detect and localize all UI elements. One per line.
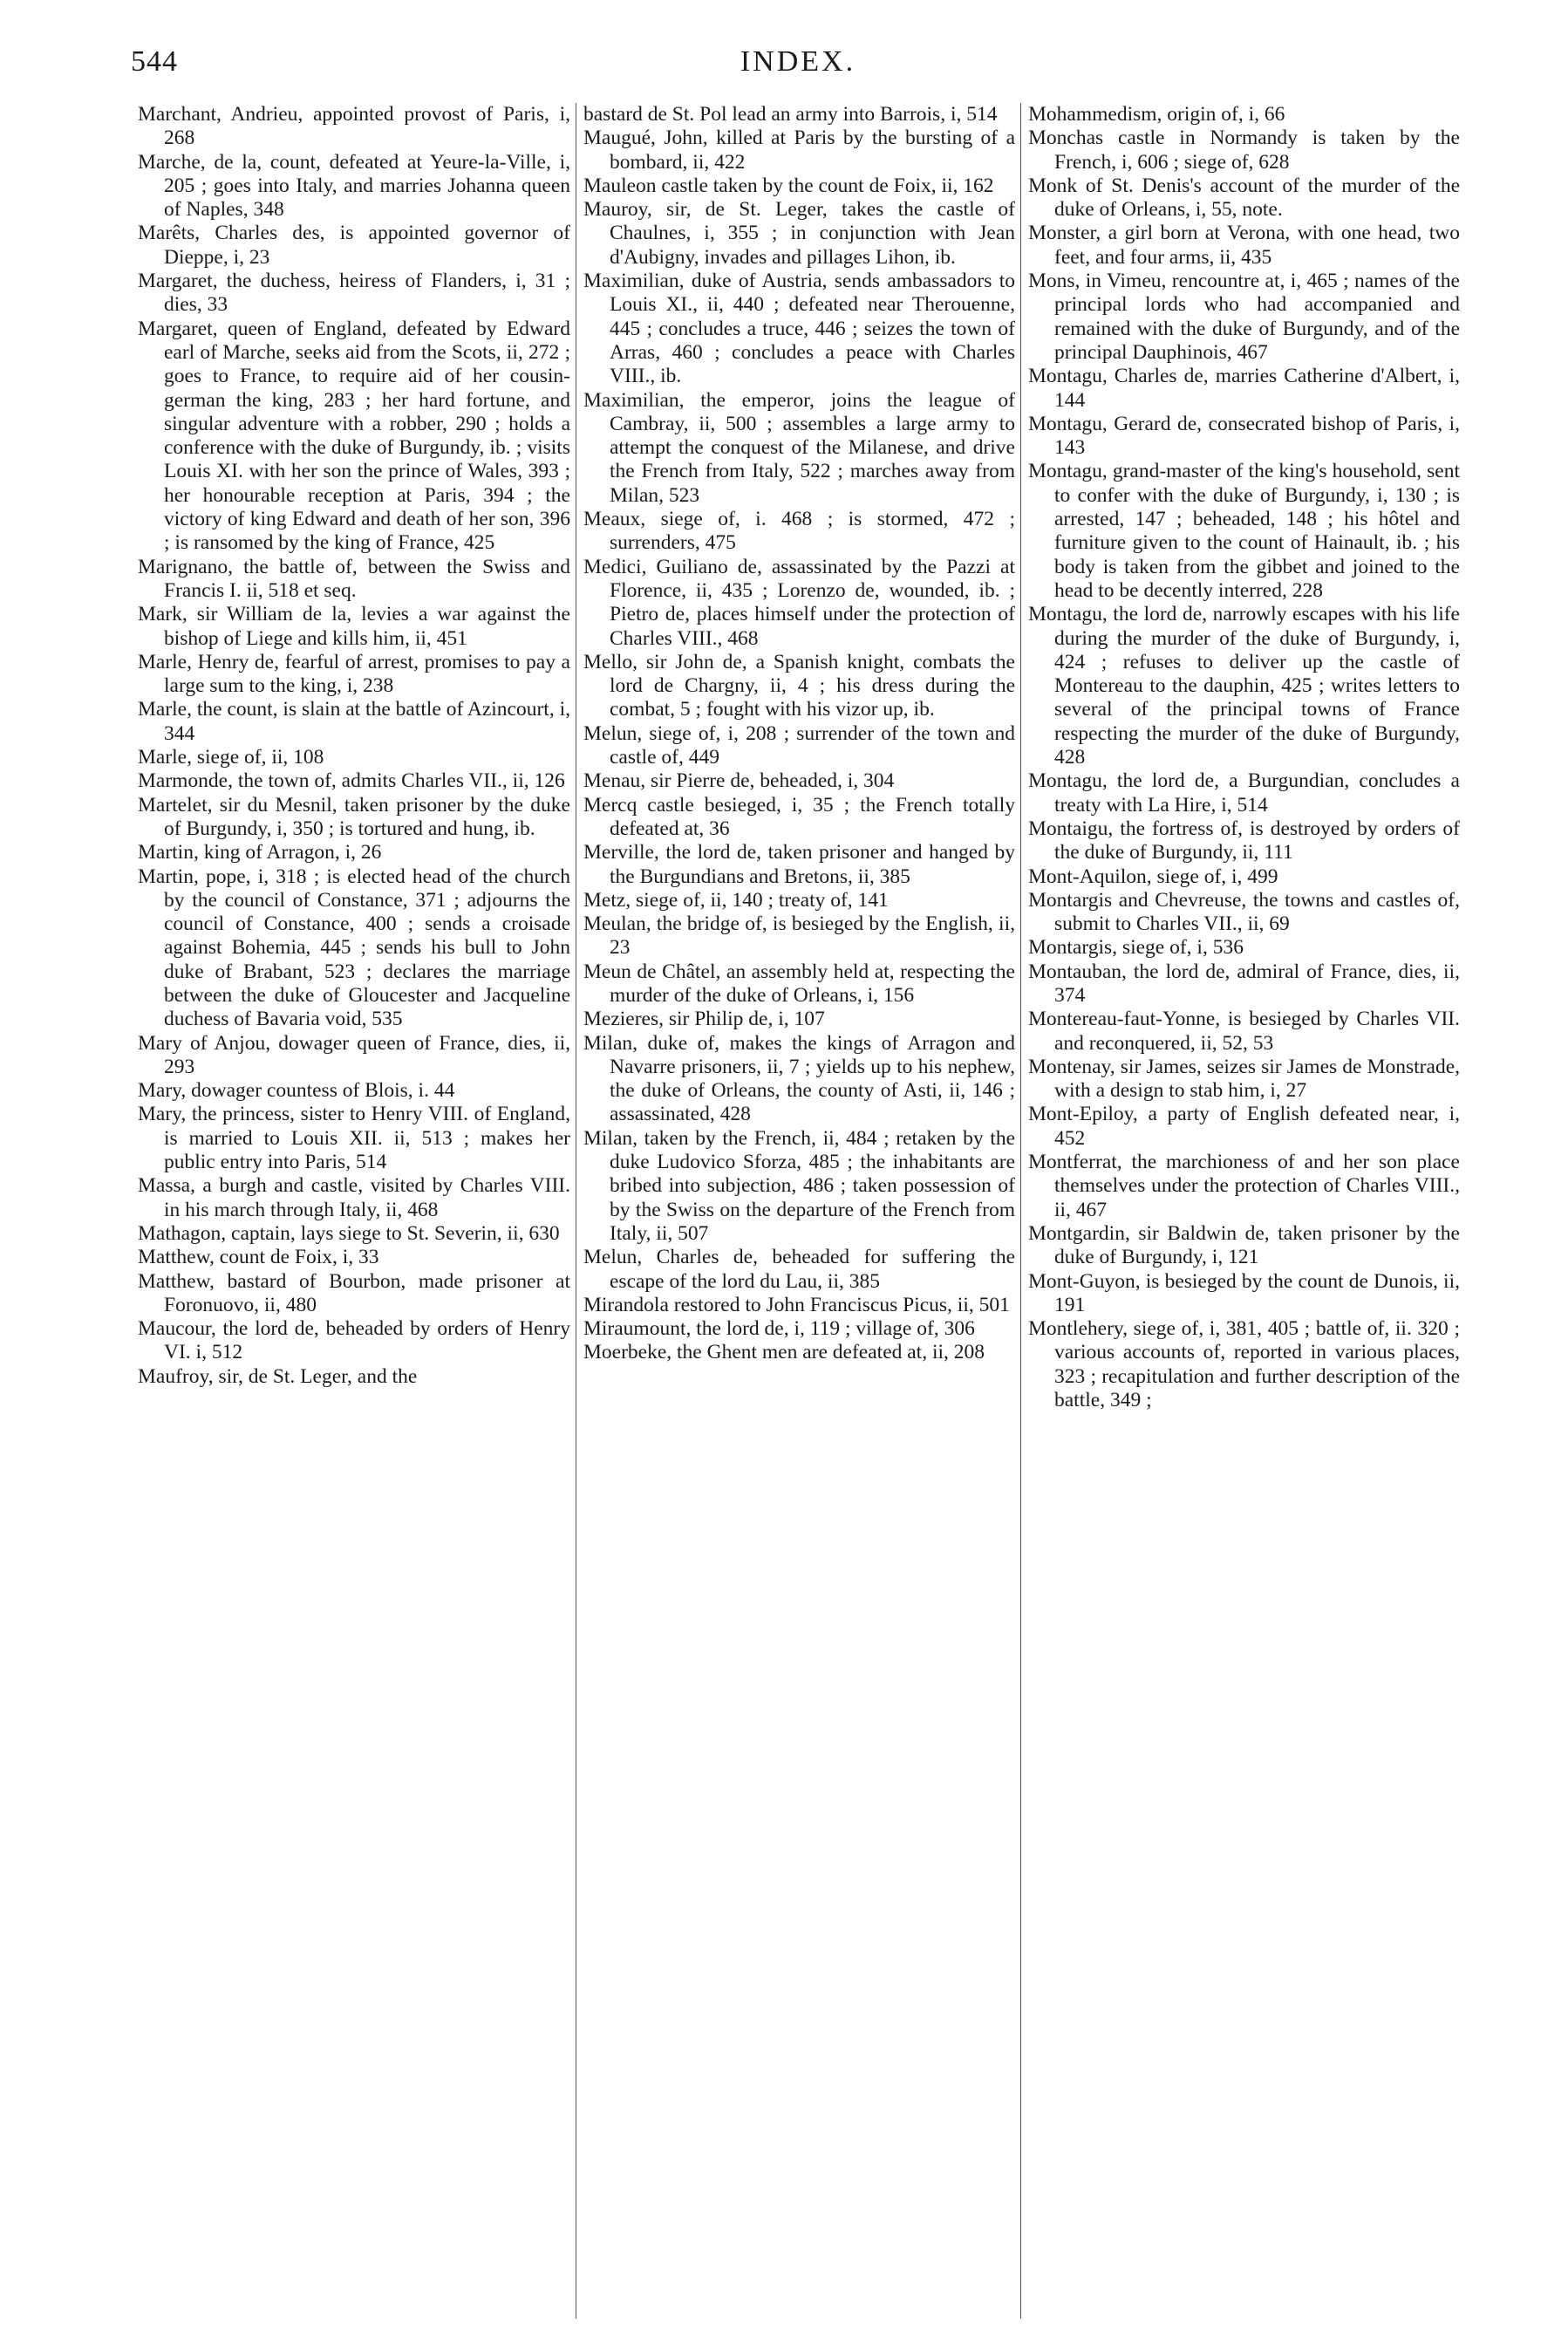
- index-entry: Montagu, Gerard de, consecrated bishop of Paris, i, 143: [1028, 412, 1460, 460]
- index-entry: Montagu, Charles de, marries Catherine d'Albert, i, 144: [1028, 365, 1460, 412]
- index-entry: Montereau-faut-Yonne, is besieged by Charles VII. and reconquered, ii, 52, 53: [1028, 1008, 1460, 1055]
- index-entry: Maximilian, duke of Austria, sends ambassadors to Louis XI., ii, 440 ; defeated near Therouenne, 445 ; concludes a truce, 446 ; seizes the town of Arras, 460 ; concludes a peace with Charles VIII., ib.: [583, 270, 1015, 388]
- index-entry: Mont-Epiloy, a party of English defeated near, i, 452: [1028, 1103, 1460, 1150]
- index-entry: Monk of St. Denis's account of the murder of the duke of Orleans, i, 55, note.: [1028, 174, 1460, 222]
- index-entry: Montenay, sir James, seizes sir James de Monstrade, with a design to stab him, i, 27: [1028, 1055, 1460, 1103]
- index-entry: Maucour, the lord de, beheaded by orders of Henry VI. i, 512: [138, 1317, 570, 1364]
- index-column-3: [1020, 103, 1465, 2319]
- index-entry: Mirandola restored to John Franciscus Picus, ii, 501: [583, 1293, 1010, 1316]
- index-entry: Montferrat, the marchioness of and her son place themselves under the protection of Charles VIII., ii, 467: [1028, 1151, 1460, 1221]
- index-entry: Montagu, the lord de, narrowly escapes with his life during the murder of the duke of Burgundy, i, 424 ; refuses to deliver up the castle of Montereau to the dauphin, 425 ; writes letters to several of the principal towns of France respecting the murder of the duke of Burgundy, 428: [1028, 603, 1460, 769]
- index-entry: Marle, Henry de, fearful of arrest, promises to pay a large sum to the king, i, 238: [138, 650, 570, 698]
- index-entry: Martin, king of Arragon, i, 26: [138, 841, 382, 865]
- index-entry: Melun, siege of, i, 208 ; surrender of the town and castle of, 449: [583, 721, 1015, 769]
- index-entry: Mont-Aquilon, siege of, i, 499: [1028, 865, 1278, 888]
- running-head-title: INDEX.: [740, 45, 856, 78]
- index-entry: Mercq castle besieged, i, 35 ; the French totally defeated at, 36: [583, 793, 1015, 840]
- index-entry: Matthew, bastard of Bourbon, made prisoner at Foronuovo, ii, 480: [138, 1269, 570, 1316]
- index-entry: Martelet, sir du Mesnil, taken prisoner by the duke of Burgundy, i, 350 ; is tortured and hung, ib.: [138, 793, 570, 840]
- index-entry: Meulan, the bridge of, is besieged by the English, ii, 23: [583, 912, 1015, 960]
- index-entry: Margaret, the duchess, heiress of Flanders, i, 31 ; dies, 33: [138, 270, 570, 317]
- index-entry: Marêts, Charles des, is appointed governor of Dieppe, i, 23: [138, 222, 570, 269]
- index-entry: Marignano, the battle of, between the Swiss and Francis I. ii, 518 et seq.: [138, 555, 570, 602]
- index-entry: Marche, de la, count, defeated at Yeure-la-Ville, i, 205 ; goes into Italy, and marries Johanna queen of Naples, 348: [138, 150, 570, 222]
- index-entry: Merville, the lord de, taken prisoner and hanged by the Burgundians and Bretons, ii, 385: [583, 841, 1015, 888]
- index-entry: Mello, sir John de, a Spanish knight, combats the lord de Chargny, ii, 4 ; his dress during the combat, 5 ; fought with his vizor up, ib.: [583, 650, 1015, 721]
- index-entry: Meaux, siege of, i. 468 ; is stormed, 472 ; surrenders, 475: [583, 508, 1015, 555]
- index-entry: Massa, a burgh and castle, visited by Charles VIII. in his march through Italy, ii, 468: [138, 1174, 570, 1221]
- index-entry: Moerbeke, the Ghent men are defeated at, ii, 208: [583, 1341, 985, 1364]
- index-entry: Margaret, queen of England, defeated by Edward earl of Marche, seeks aid from the Scots, ii, 272 ; goes to France, to require aid of her cousin-german the king, 283 ; her hard fortune, and singular adventure with a robber, 290 ; holds a conference with the duke of Burgundy, ib. ; visits Louis XI. with her son the prince of Wales, 393 ; her honourable reception at Paris, 394 ; the victory of king Edward and death of her son, 396 ; is ransomed by the king of France, 425: [138, 317, 570, 555]
- index-entry: Montgardin, sir Baldwin de, taken prisoner by the duke of Burgundy, i, 121: [1028, 1221, 1460, 1269]
- index-entry: Medici, Guiliano de, assassinated by the Pazzi at Florence, ii, 435 ; Lorenzo de, wounded, ib. ; Pietro de, places himself under the protection of Charles VIII., 468: [583, 555, 1015, 650]
- index-entry: Matthew, count de Foix, i, 33: [138, 1246, 379, 1269]
- page-header: [131, 45, 1465, 89]
- index-entry: Mauroy, sir, de St. Leger, takes the castle of Chaulnes, i, 355 ; in conjunction with Jean d'Aubigny, invades and pillages Lihon, ib.: [583, 198, 1015, 269]
- index-entry: Mauleon castle taken by the count de Foix, ii, 162: [583, 174, 994, 197]
- index-column-2: [576, 103, 1020, 2319]
- index-entry: Monster, a girl born at Verona, with one head, two feet, and four arms, ii, 435: [1028, 222, 1460, 269]
- index-entry: Milan, taken by the French, ii, 484 ; retaken by the duke Ludovico Sforza, 485 ; the inhabitants are bribed into subjection, 486 ; taken possession of by the Swiss on the departure of the French from Italy, ii, 507: [583, 1126, 1015, 1245]
- index-entry: Martin, pope, i, 318 ; is elected head of the church by the council of Constance, 371 ; adjourns the council of Constance, 400 ; sends a croisade against Bohemia, 445 ; sends his bull to John duke of Brabant, 523 ; declares the marriage between the duke of Gloucester and Jacqueline duchess of Bavaria void, 535: [138, 865, 570, 1031]
- index-entry: Mons, in Vimeu, rencountre at, i, 465 ; names of the principal lords who had accompanied and remained with the duke of Burgundy, and of the principal Dauphinois, 467: [1028, 270, 1460, 364]
- index-entry: Marmonde, the town of, admits Charles VII., ii, 126: [138, 769, 565, 793]
- index-entry: Montaigu, the fortress of, is destroyed by orders of the duke of Burgundy, ii, 111: [1028, 817, 1460, 865]
- index-entry: Marchant, Andrieu, appointed provost of Paris, i, 268: [138, 103, 570, 150]
- index-column-1: [131, 103, 576, 2319]
- index-entry: Monchas castle in Normandy is taken by the French, i, 606 ; siege of, 628: [1028, 126, 1460, 174]
- index-entry: Mezieres, sir Philip de, i, 107: [583, 1008, 825, 1031]
- index-entry: Mary, dowager countess of Blois, i. 44: [138, 1079, 455, 1103]
- index-entry: Mary, the princess, sister to Henry VIII. of England, is married to Louis XII. ii, 513 ; makes her public entry into Paris, 514: [138, 1103, 570, 1174]
- index-entry: Miraumount, the lord de, i, 119 ; village of, 306: [583, 1317, 975, 1341]
- index-entry: Montlehery, siege of, i, 381, 405 ; battle of, ii. 320 ; various accounts of, reported in various places, 323 ; recapitulation and further description of the battle, 349 ;: [1028, 1317, 1460, 1412]
- index-entry: Menau, sir Pierre de, beheaded, i, 304: [583, 769, 895, 793]
- index-columns: [131, 103, 1465, 2319]
- index-entry: bastard de St. Pol lead an army into Barrois, i, 514: [583, 103, 998, 126]
- index-entry: Maximilian, the emperor, joins the league of Cambray, ii, 500 ; assembles a large army to attempt the conquest of the Milanese, and drive the French from Italy, 522 ; marches away from Milan, 523: [583, 388, 1015, 507]
- index-entry: Montagu, the lord de, a Burgundian, concludes a treaty with La Hire, i, 514: [1028, 769, 1460, 817]
- index-entry: Montargis, siege of, i, 536: [1028, 936, 1244, 960]
- index-entry: Mathagon, captain, lays siege to St. Severin, ii, 630: [138, 1221, 560, 1245]
- index-entry: Metz, siege of, ii, 140 ; treaty of, 141: [583, 888, 889, 912]
- page-number: 544: [131, 45, 178, 78]
- index-entry: Milan, duke of, makes the kings of Arragon and Navarre prisoners, ii, 7 ; yields up to his nephew, the duke of Orleans, the county of Asti, ii, 146 ; assassinated, 428: [583, 1031, 1015, 1126]
- index-entry: Melun, Charles de, beheaded for suffering the escape of the lord du Lau, ii, 385: [583, 1246, 1015, 1293]
- index-entry: Mark, sir William de la, levies a war against the bishop of Liege and kills him, ii, 451: [138, 603, 570, 650]
- index-entry: Meun de Châtel, an assembly held at, respecting the murder of the duke of Orleans, i, 156: [583, 960, 1015, 1007]
- index-entry: Montauban, the lord de, admiral of France, dies, ii, 374: [1028, 960, 1460, 1007]
- index-entry: Montagu, grand-master of the king's household, sent to confer with the duke of Burgundy, i, 130 ; is arrested, 147 ; beheaded, 148 ; his hôtel and furniture given to the count of Hainault, ib. ; his body is taken from the gibbet and joined to the head to be decently interred, 228: [1028, 460, 1460, 602]
- index-entry: Mont-Guyon, is besieged by the count de Dunois, ii, 191: [1028, 1269, 1460, 1316]
- index-entry: Montargis and Chevreuse, the towns and castles of, submit to Charles VII., ii, 69: [1028, 888, 1460, 936]
- index-entry: Mohammedism, origin of, i, 66: [1028, 103, 1285, 126]
- index-entry: Marle, the count, is slain at the battle of Azincourt, i, 344: [138, 698, 570, 745]
- index-entry: Marle, siege of, ii, 108: [138, 746, 324, 769]
- index-entry: Maugué, John, killed at Paris by the bursting of a bombard, ii, 422: [583, 126, 1015, 174]
- index-entry: Mary of Anjou, dowager queen of France, dies, ii, 293: [138, 1031, 570, 1078]
- index-entry: Maufroy, sir, de St. Leger, and the: [138, 1364, 418, 1388]
